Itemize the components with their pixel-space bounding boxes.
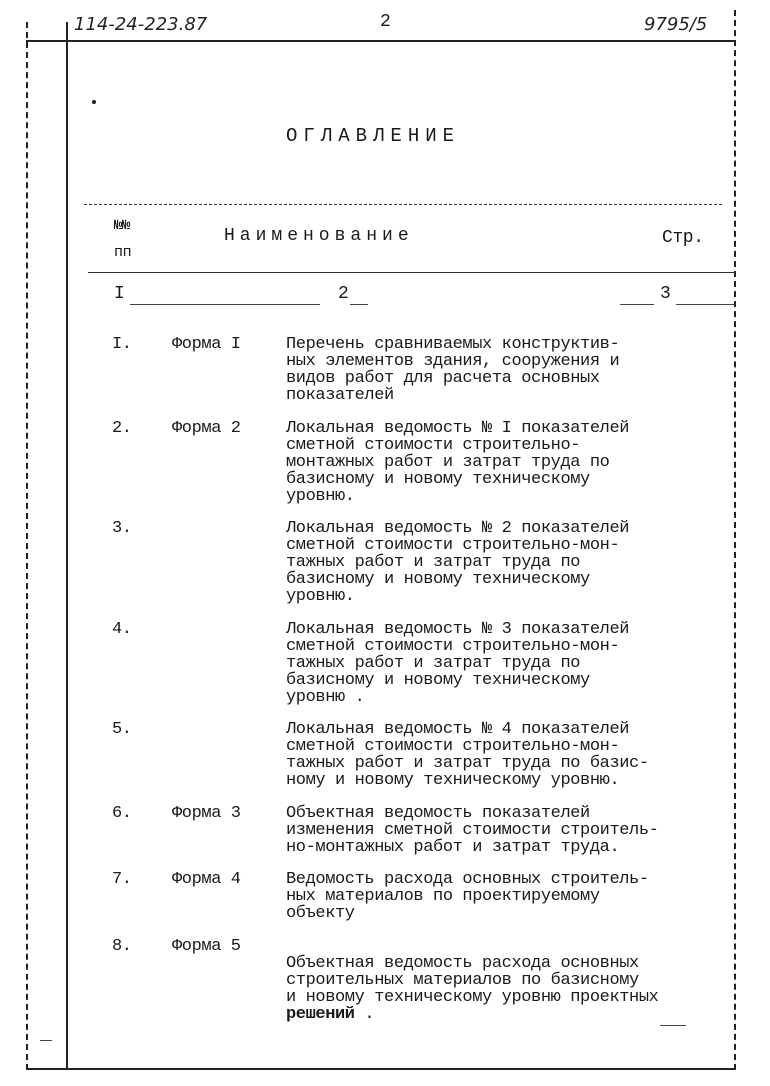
row-1-description: Перечень сравниваемых конструктив- ных элементов здания, сооружения и видов работ для расчета основных показателей bbox=[286, 335, 620, 405]
row-8-form: Форма 5 bbox=[172, 937, 241, 956]
column-number-rule-4 bbox=[676, 304, 734, 305]
row-7-form: Форма 4 bbox=[172, 870, 241, 889]
row-6-number: 6. bbox=[112, 804, 132, 823]
sheet-number: 9795/5 bbox=[644, 14, 708, 35]
row-7-number: 7. bbox=[112, 870, 132, 889]
header-bottom-rule bbox=[88, 272, 734, 273]
row-8-description-last-word: решений bbox=[286, 1005, 355, 1024]
column-number-rule-2 bbox=[350, 304, 368, 305]
frame-left-inner-border bbox=[66, 22, 68, 1070]
header-top-rule bbox=[84, 204, 722, 205]
column-number-rule-1 bbox=[130, 304, 320, 305]
page-title: ОГЛАВЛЕНИЕ bbox=[286, 125, 461, 147]
row-5-description: Локальная ведомость № 4 показателей сметной стоимости строительно-мон- тажных работ и затрат труда по базис- ному и новому техническому уровню. bbox=[286, 720, 649, 790]
row-8-description-tail: . bbox=[354, 1005, 375, 1024]
row-4-number: 4. bbox=[112, 620, 132, 639]
row-7-description: Ведомость расхода основных строитель- ных материалов по проектируемому объекту bbox=[286, 870, 649, 923]
footer-mark bbox=[660, 1025, 686, 1026]
column-number-3: 3 bbox=[660, 284, 671, 304]
frame-bottom-border bbox=[26, 1068, 736, 1070]
column-name-label: Наименование bbox=[224, 226, 414, 246]
row-1-number: I. bbox=[112, 335, 132, 354]
row-2-description: Локальная ведомость № I показателей сметной стоимости строительно- монтажных работ и затрат труда по базисному и новому техническому уровню. bbox=[286, 419, 630, 506]
frame-right-border bbox=[734, 10, 736, 1070]
row-6-form: Форма 3 bbox=[172, 804, 241, 823]
margin-mark bbox=[40, 1040, 52, 1041]
document-code: 114-24-223.87 bbox=[74, 14, 208, 35]
stray-mark bbox=[92, 100, 96, 104]
frame-top-border bbox=[26, 40, 736, 42]
column-num-label-2: пп bbox=[114, 244, 132, 261]
page-number: 2 bbox=[380, 12, 391, 32]
row-2-form: Форма 2 bbox=[172, 419, 241, 438]
column-number-2: 2 bbox=[338, 284, 349, 304]
row-3-number: 3. bbox=[112, 519, 132, 538]
row-1-form: Форма I bbox=[172, 335, 241, 354]
column-number-1: I bbox=[114, 284, 125, 304]
row-8-description-text: Объектная ведомость расхода основных строительных материалов по базисному и новому техническому уровню проектных bbox=[286, 954, 659, 1007]
row-2-number: 2. bbox=[112, 419, 132, 438]
row-3-description: Локальная ведомость № 2 показателей сметной стоимости строительно-мон- тажных работ и затрат труда по базисному и новому техническому уровню. bbox=[286, 519, 630, 606]
column-number-rule-3 bbox=[620, 304, 654, 305]
row-8-number: 8. bbox=[112, 937, 132, 956]
row-6-description: Объектная ведомость показателей изменения сметной стоимости строитель- но-монтажных работ и затрат труда. bbox=[286, 804, 659, 857]
column-page-label: Стр. bbox=[662, 228, 704, 248]
row-8-description bbox=[286, 938, 706, 1023]
frame-left-outer-border bbox=[26, 22, 28, 1070]
row-5-number: 5. bbox=[112, 720, 132, 739]
column-num-label: №№ bbox=[114, 218, 131, 234]
row-4-description: Локальная ведомость № 3 показателей сметной стоимости строительно-мон- тажных работ и затрат труда по базисному и новому техническому уровню . bbox=[286, 620, 630, 707]
